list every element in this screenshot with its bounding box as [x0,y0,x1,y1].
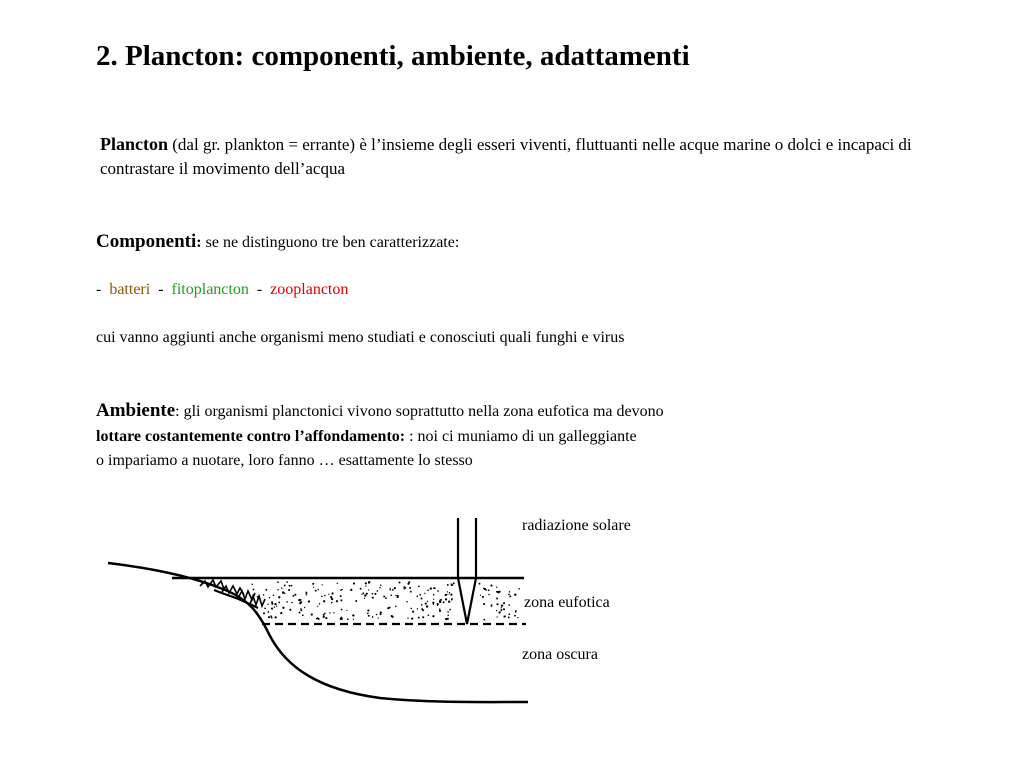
plankton-dot [445,618,447,620]
plankton-dot [267,604,268,605]
list-dash: - [158,281,164,298]
plankton-dot [503,615,505,617]
plankton-dot [448,593,449,594]
plankton-dot [368,615,370,617]
plankton-dot [352,614,354,616]
plankton-dot [291,585,293,587]
plankton-dot [447,615,449,617]
plankton-dot [410,591,412,593]
plankton-dot [385,597,387,599]
plankton-dot [372,593,374,595]
plankton-dot [367,613,369,615]
plankton-dot [274,606,275,607]
plankton-dot [362,592,364,594]
plankton-dot [367,609,369,611]
plankton-dot [394,587,396,589]
plankton-dot [497,591,499,593]
plankton-dot [366,593,368,595]
seabed-profile [108,563,528,702]
plankton-dot [284,584,286,586]
plankton-dot [274,603,276,605]
plankton-dot [304,607,305,608]
plankton-dot [330,596,332,598]
environment-text-1: : gli organismi planctonici vivono soprattutto nella zona eufotica ma devono [175,403,664,420]
plankton-dot [278,602,280,604]
plankton-dot [447,584,449,586]
plankton-dot [313,587,314,588]
plankton-dot [286,581,288,583]
components-colon: : [196,234,202,251]
plankton-dot [422,609,424,611]
plankton-dot [403,586,405,588]
plankton-dot [263,594,265,596]
plankton-dot [329,612,330,613]
plankton-dot [282,607,284,609]
plankton-dot [315,590,317,592]
plankton-dot [411,608,413,610]
plankton-dot [430,587,432,589]
plankton-dot [353,582,355,584]
plankton-dots [251,581,519,620]
plankton-dot [453,582,455,584]
plankton-dot [342,589,343,590]
plankton-dot [267,611,269,613]
plankton-dot [299,612,301,614]
plankton-dot [496,610,497,611]
plankton-dot [390,589,392,591]
plankton-dot [278,596,280,598]
plankton-dot [308,600,310,602]
plankton-dot [321,596,323,598]
plankton-dot [253,589,255,591]
plankton-dot [439,610,441,612]
plankton-dot [347,618,349,620]
plankton-dot [403,588,404,589]
plankton-dot [421,604,423,606]
plankton-dot [322,584,323,585]
components-intro: se ne distinguono tre ben caratterizzate: [201,234,460,251]
plankton-dot [292,595,294,597]
plankton-dot [286,601,288,603]
plankton-dot [440,601,441,602]
environment-line-3: o impariamo a nuotare, loro fanno … esattamente lo stesso [96,452,473,469]
plankton-dot [331,602,333,604]
plankton-dot [426,605,428,607]
plankton-dot [300,608,301,609]
plankton-dot [517,617,518,618]
plankton-dot [328,594,329,595]
components-heading: Componenti [96,231,197,252]
plankton-dot [324,595,326,597]
plankton-dot [422,616,424,618]
plankton-dot [305,594,307,596]
plankton-dot [284,593,286,595]
plankton-dot [340,595,342,597]
plankton-dot [298,599,300,601]
plankton-dot [376,614,378,616]
plankton-dot [433,587,435,589]
plankton-dot [377,617,378,618]
plankton-dot [439,608,440,609]
plankton-dot [450,594,452,596]
definition-term: Plancton [100,134,169,154]
component-bacteria: batteri [109,281,151,298]
plankton-dot [271,616,273,618]
plankton-dot [264,608,266,610]
plankton-dot [508,604,510,606]
plankton-dot [317,589,319,591]
plankton-dot [302,614,304,616]
plankton-dot [289,585,291,587]
plankton-dot [447,611,449,613]
plankton-dot [448,601,450,603]
plankton-dot [265,589,267,591]
plankton-dot [387,607,389,609]
plankton-dot [498,611,500,613]
plankton-dot [445,594,447,596]
plankton-dot [380,584,381,585]
plankton-dot [312,583,314,585]
plankton-dot [289,609,291,611]
plankton-dot [337,583,338,584]
plankton-dot [392,616,394,618]
plankton-dot [383,596,385,598]
plankton-dot [500,609,502,611]
plankton-dot [271,608,273,610]
plankton-dot [319,603,321,605]
plankton-dot [392,589,394,591]
plankton-dot [449,592,450,593]
plankton-dot [480,594,481,595]
plankton-dot [268,616,270,618]
plankton-dot [395,606,397,608]
plankton-dot [428,614,430,616]
plankton-dot [432,602,434,604]
plankton-dot [396,596,398,598]
plankton-dot [365,585,366,586]
plankton-dot [503,608,505,610]
component-zooplankton: zooplancton [270,281,349,298]
plankton-dot [277,581,279,583]
plankton-dot [323,600,325,602]
plankton-dot [501,605,503,607]
plankton-dot [353,619,354,620]
plankton-dot [433,594,435,596]
plankton-dot [317,606,318,607]
plankton-dot [412,611,414,613]
plankton-dot [300,601,302,603]
page-title: 2. Plancton: componenti, ambiente, adattamenti [96,40,690,72]
plankton-dot [491,604,492,605]
plankton-dot [518,588,520,590]
plankton-dot [398,581,400,583]
plankton-dot [376,590,378,592]
plankton-dot [368,589,369,590]
plankton-dot [324,613,326,615]
plankton-dot [380,611,382,613]
plankton-dot [437,590,439,592]
plankton-dot [288,589,290,591]
plankton-dot [341,609,343,611]
plankton-dot [333,612,334,613]
plankton-dot [449,609,451,611]
plankton-dot [496,597,498,599]
plankton-dot [440,599,442,601]
plankton-dot [411,617,413,619]
plankton-dot [364,594,366,596]
plankton-dot [360,588,362,590]
plankton-dot [509,591,510,592]
plankton-dot [280,612,282,614]
plankton-dot [372,597,374,599]
plankton-dot [306,592,307,593]
plankton-dot [508,594,510,596]
plankton-dot [355,600,357,602]
plankton-dot [364,598,365,599]
plankton-dot [515,610,517,612]
plankton-dot [336,600,338,602]
plankton-dot [514,594,516,596]
list-dash: - [256,281,263,298]
label-dark-zone: zona oscura [522,646,598,663]
plankton-dot [311,613,313,615]
plankton-dot [263,612,265,614]
plankton-dot [417,608,418,609]
plankton-dot [325,617,327,619]
plankton-dot [365,582,367,584]
environment-heading: Ambiente [96,400,176,421]
plankton-dot [433,599,434,600]
plankton-dot [340,618,342,620]
plankton-dot [416,595,418,597]
plankton-dot [419,594,421,596]
plankton-dot [251,584,252,585]
list-dash: - [96,281,102,298]
plankton-dot [490,585,492,587]
plankton-dot [509,595,511,597]
plankton-dot [432,615,434,617]
plankton-dot [445,598,447,600]
plankton-dot [485,589,487,591]
plankton-dot [340,599,342,601]
plankton-dot [514,615,516,617]
plankton-dot [501,607,502,608]
environment-text-2: : noi ci muniamo di un galleggiante [405,428,637,445]
label-solar-radiation: radiazione solare [522,517,631,534]
plankton-dot [418,617,420,619]
plankton-dot [496,603,498,605]
component-phytoplankton: fitoplancton [171,281,249,298]
plankton-dot [451,598,453,600]
plankton-dot [291,602,292,603]
plankton-dot [276,606,277,607]
plankton-dot [331,592,333,594]
plankton-dot [427,601,428,602]
plankton-dot [482,596,484,598]
components-extra: cui vanno aggiunti anche organismi meno studiati e conosciuti quali funghi e virus [96,329,625,346]
plankton-dot [488,594,490,596]
plankton-dot [390,588,391,589]
plankton-dot [275,616,277,618]
plankton-dot [508,616,510,618]
plankton-dot [407,583,409,585]
plankton-dot [425,603,427,605]
plankton-dot [350,589,352,591]
plankton-dot [273,595,274,596]
plankton-dot [406,601,407,602]
plankton-dot [483,603,485,605]
plankton-dot [277,589,279,591]
plankton-dot [318,618,320,620]
plankton-dot [418,586,420,588]
plankton-dot [488,589,490,591]
plankton-dot [424,593,425,594]
plankton-dot [300,609,302,611]
plankton-dot [479,583,481,585]
plankton-dot [294,594,296,596]
plankton-dot [496,587,497,588]
plankton-dot [433,604,434,605]
solar-radiation-beam [458,518,476,624]
plankton-dot [407,618,408,619]
plankton-dot [346,610,347,611]
definition-text: (dal gr. plankton = errante) è l’insieme degli esseri viventi, fluttuanti nelle acque marine o dolci e incapaci di contrastare il movimento dell’acqua [100,135,912,178]
plankton-dot [447,591,448,592]
plankton-dot [451,583,452,584]
plankton-dot [269,597,270,598]
plankton-dot [379,587,381,589]
plankton-dot [496,616,497,617]
plankton-dot [390,594,392,596]
plankton-dot [409,587,411,589]
label-euphotic-zone: zona eufotica [524,594,610,611]
plankton-dot [368,581,370,583]
plankton-dot [443,601,445,603]
plankton-dot [421,598,423,600]
plankton-dot [503,602,505,604]
plankton-dot [437,603,439,605]
plankton-dot [331,598,333,600]
plankton-dot [281,587,283,589]
plankton-dot [395,595,396,596]
plankton-dot [427,589,429,591]
plankton-dot [361,594,362,595]
plankton-dot [323,616,325,618]
plankton-dot [374,593,376,595]
plankton-dot [323,614,325,616]
plankton-dot [372,616,374,618]
plankton-dot [508,613,510,615]
plankton-dot [271,603,273,605]
environment-bold-text: lottare costantemente contro l’affondamento: [96,428,406,445]
plankton-dot [483,619,485,621]
